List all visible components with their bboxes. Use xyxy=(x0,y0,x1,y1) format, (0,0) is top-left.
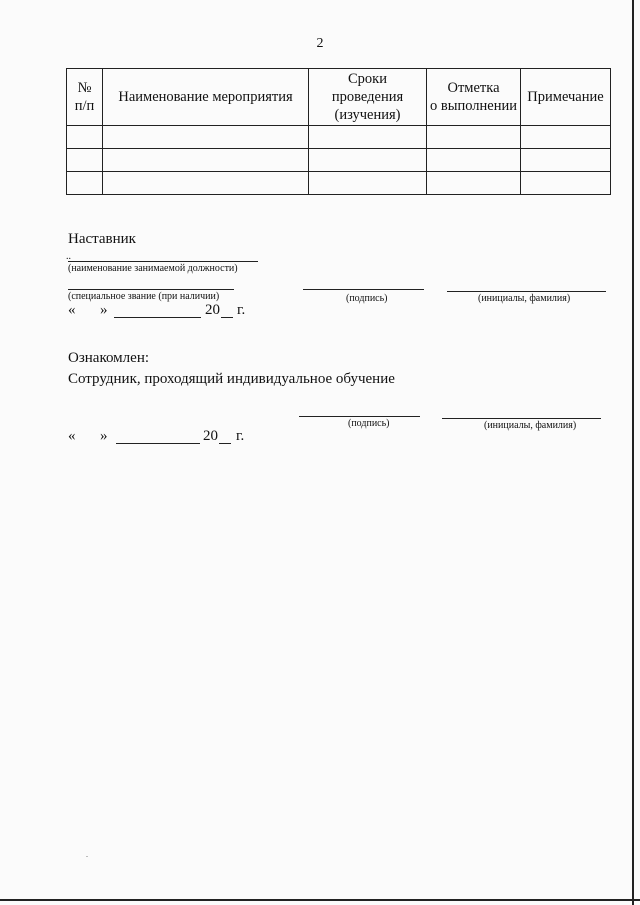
table-cell xyxy=(521,172,611,195)
mentor-date-suffix: г. xyxy=(237,302,246,318)
col-notes-header: Примечание xyxy=(521,69,611,126)
trainee-date-suffix: г. xyxy=(236,428,245,444)
mentor-name-line xyxy=(447,291,606,292)
mentor-date-open-quote: « xyxy=(68,302,76,318)
mentor-date-line xyxy=(114,317,201,318)
col-completion-header: Отметка о выполнении xyxy=(427,69,521,126)
table-cell xyxy=(103,126,309,149)
table-cell xyxy=(427,126,521,149)
trainee-signature-line xyxy=(299,416,420,417)
table-cell xyxy=(67,172,103,195)
trainee-date-open-quote: « xyxy=(68,428,76,444)
plan-table xyxy=(66,68,611,195)
col-event-name-header: Наименование мероприятия xyxy=(103,69,309,126)
acknowledged-heading: Ознакомлен: xyxy=(68,350,150,366)
col-number-header: № п/п xyxy=(67,69,103,126)
table-row xyxy=(67,149,611,172)
table-cell xyxy=(103,149,309,172)
table-cell xyxy=(427,172,521,195)
table-row xyxy=(67,172,611,195)
dotted-mark: .. xyxy=(66,251,71,262)
scan-speck: . xyxy=(86,850,88,859)
mentor-date-year: 20 xyxy=(205,302,220,318)
mentor-name-caption: (инициалы, фамилия) xyxy=(478,293,571,304)
position-line xyxy=(68,261,258,262)
table-cell xyxy=(521,149,611,172)
table-cell xyxy=(309,149,427,172)
table-cell xyxy=(103,172,309,195)
mentor-heading: Наставник xyxy=(68,231,136,247)
table-cell xyxy=(521,126,611,149)
table-row xyxy=(67,126,611,149)
table-cell xyxy=(427,149,521,172)
page-edge-right xyxy=(632,0,634,905)
mentor-signature-line xyxy=(303,289,424,290)
position-caption: (наименование занимаемой должности) xyxy=(68,263,238,274)
mentor-signature-caption: (подпись) xyxy=(346,293,388,304)
page-edge-bottom xyxy=(0,899,640,901)
trainee-date-close-quote: » xyxy=(100,428,108,444)
trainee-name-caption: (инициалы, фамилия) xyxy=(484,420,577,431)
trainee-date-year: 20 xyxy=(203,428,218,444)
table-cell xyxy=(309,126,427,149)
table-cell xyxy=(67,149,103,172)
table-header-row xyxy=(67,69,611,126)
acknowledged-subheading: Сотрудник, проходящий индивидуальное обучение xyxy=(68,371,395,387)
mentor-date-close-quote: » xyxy=(100,302,108,318)
trainee-name-line xyxy=(442,418,601,419)
table-cell xyxy=(309,172,427,195)
col-dates-header: Сроки проведения (изучения) xyxy=(309,69,427,126)
table-cell xyxy=(67,126,103,149)
page-number: 2 xyxy=(316,36,324,51)
trainee-year-line xyxy=(219,443,231,444)
trainee-date-line xyxy=(116,443,200,444)
mentor-year-line xyxy=(221,317,233,318)
rank-line xyxy=(68,289,234,290)
trainee-signature-caption: (подпись) xyxy=(348,418,390,429)
rank-caption: (специальное звание (при наличии) xyxy=(68,291,220,302)
